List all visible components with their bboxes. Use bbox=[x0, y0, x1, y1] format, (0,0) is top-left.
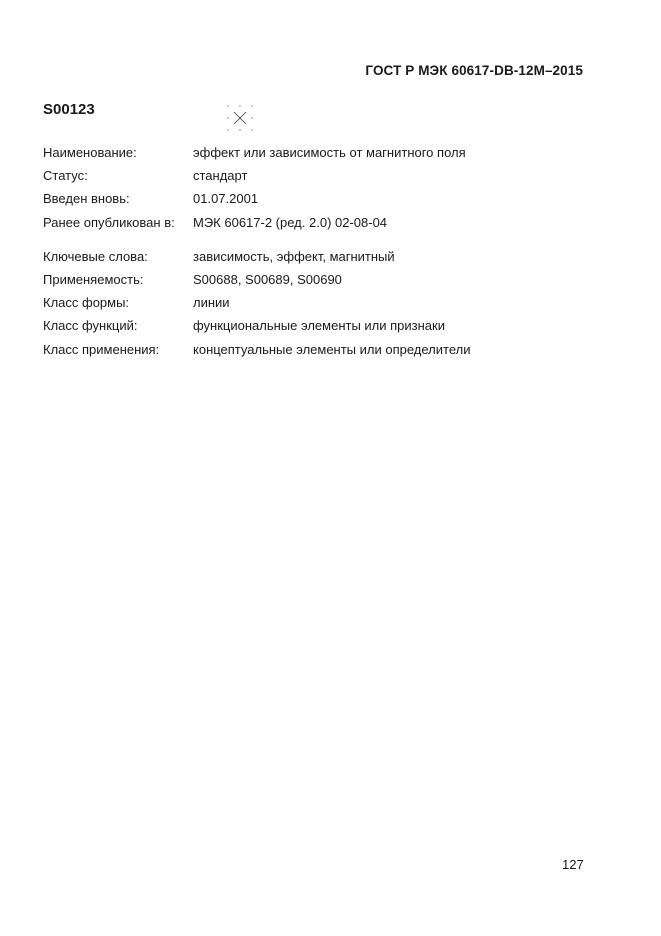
property-value: зависимость, эффект, магнитный bbox=[193, 248, 395, 264]
property-label: Ключевые слова: bbox=[43, 248, 148, 264]
property-value: концептуальные элементы или определители bbox=[193, 341, 471, 357]
property-value: 01.07.2001 bbox=[193, 191, 259, 207]
property-row-status bbox=[43, 164, 471, 187]
property-value: эффект или зависимость от магнитного поля bbox=[193, 145, 466, 161]
group-spacer bbox=[43, 234, 471, 245]
property-value: МЭК 60617-2 (ред. 2.0) 02-08-04 bbox=[193, 214, 388, 230]
property-label: Введен вновь: bbox=[43, 191, 130, 207]
property-label: Класс формы: bbox=[43, 295, 130, 311]
property-row-application-class bbox=[43, 338, 471, 361]
property-value: функциональные элементы или признаки bbox=[193, 318, 445, 334]
page-number: 127 bbox=[562, 857, 584, 872]
property-label: Класс функций: bbox=[43, 318, 138, 334]
property-value: линии bbox=[193, 295, 230, 311]
property-label: Класс применения: bbox=[43, 341, 160, 357]
symbol-id: S00123 bbox=[43, 101, 95, 118]
property-label: Наименование: bbox=[43, 145, 137, 161]
property-row-introduced bbox=[43, 187, 471, 210]
property-row-name bbox=[43, 141, 471, 164]
property-row-function-class bbox=[43, 314, 471, 337]
property-label: Применяемость: bbox=[43, 272, 144, 288]
property-row-applicability bbox=[43, 268, 471, 291]
property-row-shape-class bbox=[43, 291, 471, 314]
property-row-keywords bbox=[43, 245, 471, 268]
property-label: Ранее опубликован в: bbox=[43, 214, 175, 230]
property-value: S00688, S00689, S00690 bbox=[193, 272, 342, 288]
symbol-properties bbox=[43, 141, 471, 361]
property-row-previously-published bbox=[43, 211, 471, 234]
x-cross-symbol-icon bbox=[225, 103, 255, 133]
property-value: стандарт bbox=[193, 168, 248, 184]
document-header: ГОСТ Р МЭК 60617-DB-12M–2015 bbox=[365, 63, 583, 78]
property-label: Статус: bbox=[43, 168, 88, 184]
